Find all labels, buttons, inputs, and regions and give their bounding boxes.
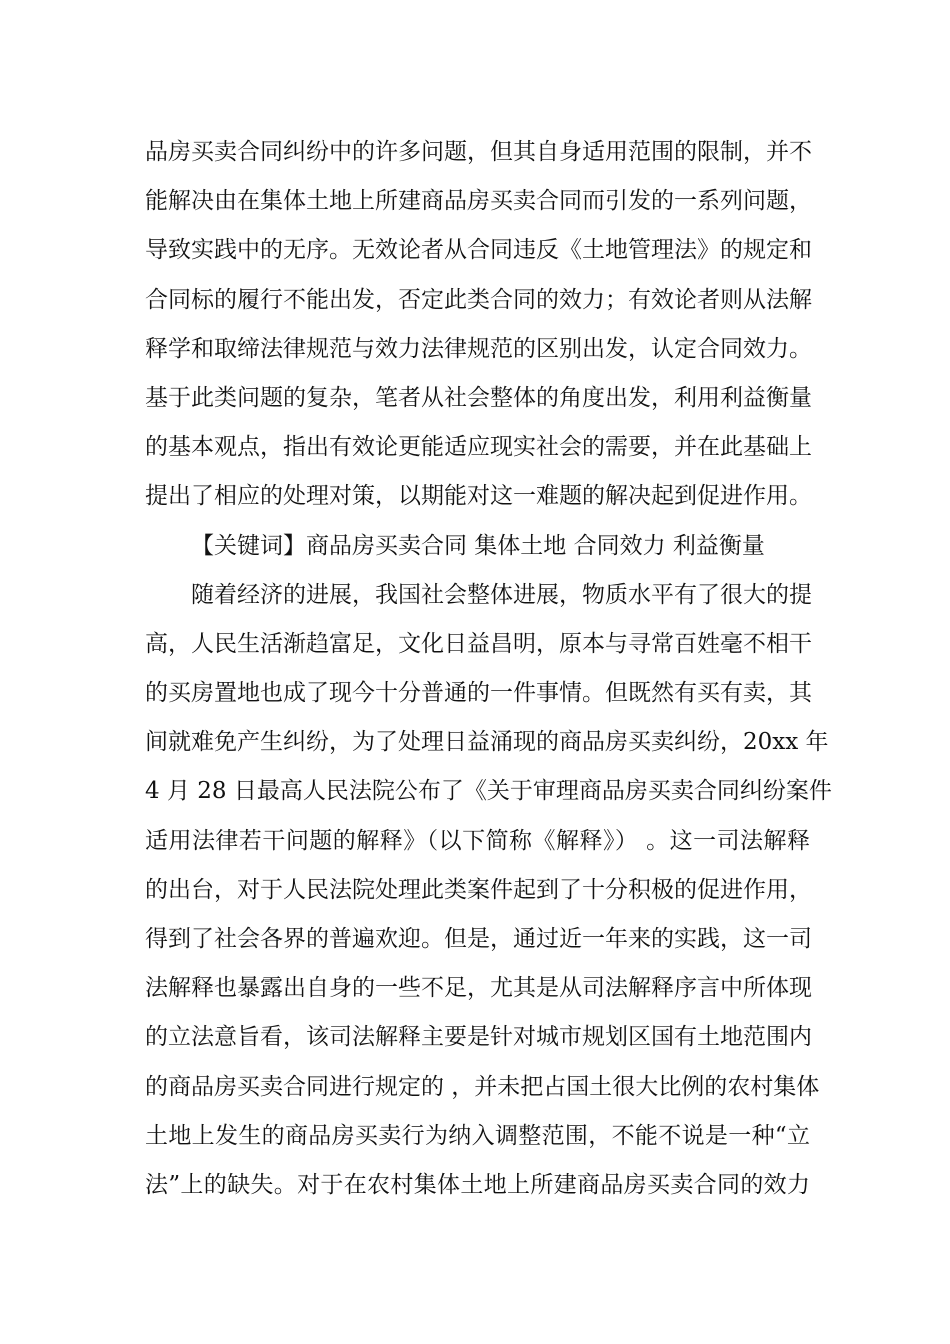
text-line-7: 的基本观点，指出有效论更能适应现实社会的需要，并在此基础上 xyxy=(145,434,812,461)
text-line-20: 的商品房买卖合同进行规定的 ，并未把占国土很大比例的农村集体 xyxy=(145,1073,820,1100)
text-line-15: 适用法律若干问题的解释》（以下简称《解释》） 。这一司法解释 xyxy=(145,827,810,854)
text-line-6: 基于此类问题的复杂，笔者从社会整体的角度出发，利用利益衡量 xyxy=(145,384,812,411)
keywords-line: 【关键词】商品房买卖合同 集体土地 合同效力 利益衡量 xyxy=(191,532,765,559)
paragraph-start-line: 随着经济的进展，我国社会整体进展，物质水平有了很大的提 xyxy=(191,581,812,608)
text-line-14: 4 月 28 日最高人民法院公布了《关于审理商品房买卖合同纠纷案件 xyxy=(145,778,832,805)
text-line-8: 提出了相应的处理对策，以期能对这一难题的解决起到促进作用。 xyxy=(145,483,812,510)
text-line-2: 能解决由在集体土地上所建商品房买卖合同而引发的一系列问题， xyxy=(145,188,812,215)
body-text xyxy=(145,132,832,1214)
text-line-19: 的立法意旨看，该司法解释主要是针对城市规划区国有土地范围内 xyxy=(145,1024,812,1051)
text-line-5: 释学和取缔法律规范与效力法律规范的区别出发，认定合同效力。 xyxy=(145,335,812,362)
text-line-13: 间就难免产生纠纷，为了处理日益涌现的商品房买卖纠纷，20xx 年 xyxy=(145,729,829,756)
text-line-22: 法”上的缺失。对于在农村集体土地上所建商品房买卖合同的效力 xyxy=(145,1171,810,1198)
text-line-18: 法解释也暴露出自身的一些不足，尤其是从司法解释序言中所体现 xyxy=(145,975,812,1002)
text-line-21: 土地上发生的商品房买卖行为纳入调整范围，不能不说是一种“立 xyxy=(145,1122,810,1149)
text-line-1: 品房买卖合同纠纷中的许多问题，但其自身适用范围的限制，并不 xyxy=(145,139,812,165)
text-line-12: 的买房置地也成了现今十分普通的一件事情。但既然有买有卖，其 xyxy=(145,680,812,707)
text-line-11: 高，人民生活渐趋富足，文化日益昌明，原本与寻常百姓毫不相干 xyxy=(145,630,812,657)
text-line-17: 得到了社会各界的普遍欢迎。但是，通过近一年来的实践，这一司 xyxy=(145,926,812,952)
text-line-3: 导致实践中的无序。无效论者从合同违反《土地管理法》的规定和 xyxy=(145,237,812,264)
text-line-16: 的出台，对于人民法院处理此类案件起到了十分积极的促进作用， xyxy=(145,876,812,903)
text-line-4: 合同标的履行不能出发，否定此类合同的效力；有效论者则从法解 xyxy=(145,286,812,313)
